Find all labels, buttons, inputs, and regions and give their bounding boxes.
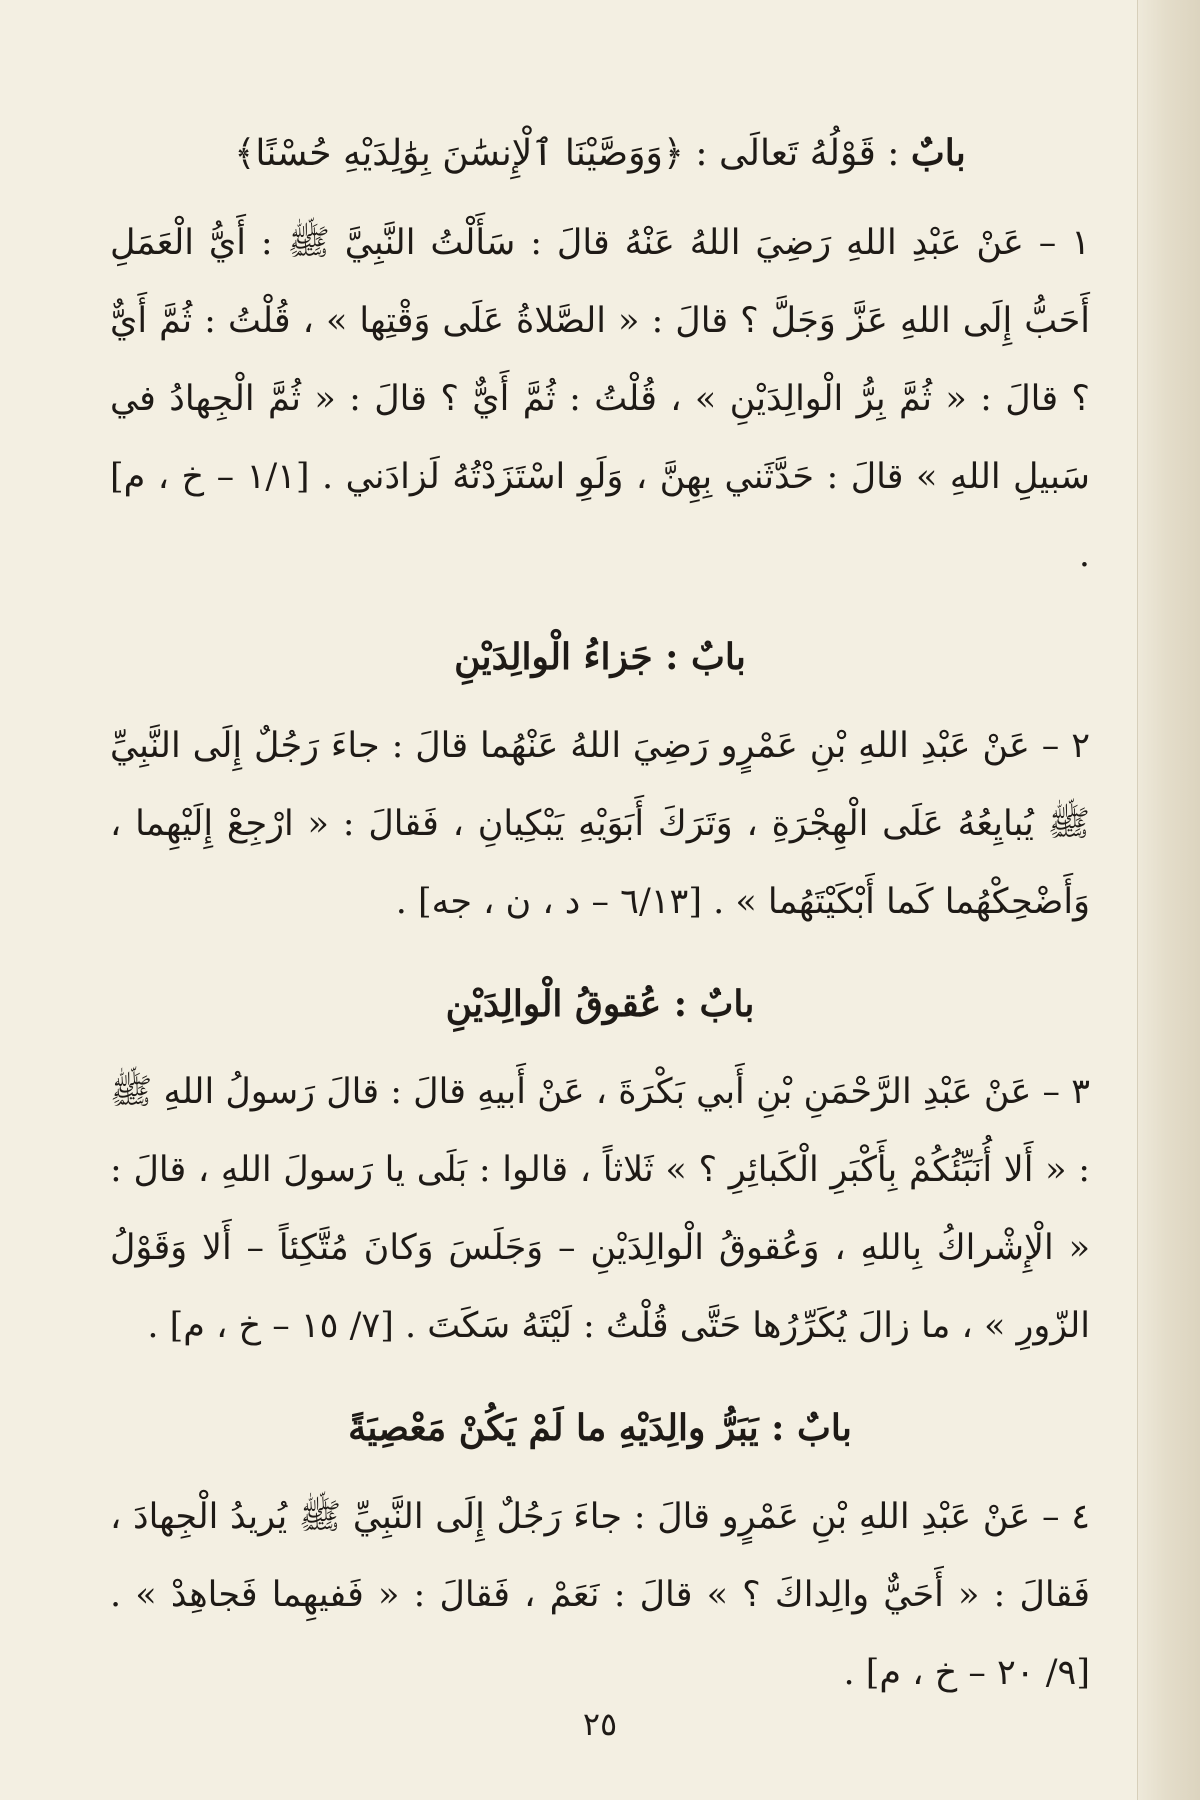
page-content (110, 110, 1090, 1742)
bab-label: بابٌ (699, 982, 755, 1025)
heading-text: : جَزاءُ الْوالِدَيْنِ (454, 635, 691, 678)
page-edge (1137, 0, 1200, 1800)
hadith-1: ١ – عَنْ عَبْدِ اللهِ رَضِيَ اللهُ عَنْهُ قالَ : سَأَلْتُ النَّبِيَّ ﷺ : أَيُّ الْعَمَلِ أَحَبُّ إِلَى اللهِ عَزَّ وَجَلَّ ؟ قالَ : « الصَّلاةُ عَلَى وَقْتِها » ، قُلْتُ : ثُمَّ أَيٌّ ؟ قالَ : « ثُمَّ بِرُّ الْوالِدَيْنِ » ، قُلْتُ : ثُمَّ أَيٌّ ؟ قالَ : « ثُمَّ الْجِهادُ في سَبيلِ اللهِ » قالَ : حَدَّثَني بِهِنَّ ، وَلَوِ اسْتَزَدْتُهُ لَزادَني . [١/١ – خ ، م] . (110, 222, 1091, 575)
heading-text: : قَوْلُهُ تَعالَى : ﴿وَوَصَّيْنَا ٱلْإِنسَٰنَ بِوَٰلِدَيْهِ حُسْنًا﴾ (234, 133, 911, 174)
section-heading-4 (110, 1405, 1090, 1452)
heading-text: : عُقوقُ الْوالِدَيْنِ (445, 982, 700, 1025)
hadith-4: ٤ – عَنْ عَبْدِ اللهِ بْنِ عَمْرٍو قالَ : جاءَ رَجُلٌ إِلَى النَّبِيِّ ﷺ يُريدُ الْجِهادَ ، فَقالَ : « أَحَيٌّ والِداكَ ؟ » قالَ : نَعَمْ ، فَقالَ : « فَفيهِما فَجاهِدْ » . [٩/ ٢٠ – خ ، م] . (110, 1497, 1090, 1694)
section-heading-3 (110, 981, 1090, 1028)
section-heading-1 (110, 130, 1090, 178)
hadith-2: ٢ – عَنْ عَبْدِ اللهِ بْنِ عَمْرٍو رَضِيَ اللهُ عَنْهُما قالَ : جاءَ رَجُلٌ إِلَى النَّبِيِّ ﷺ يُبايِعُهُ عَلَى الْهِجْرَةِ ، وَتَرَكَ أَبَوَيْهِ يَبْكِيانِ ، فَقالَ : « ارْجِعْ إِلَيْهِما ، وَأَضْحِكْهُما كَما أَبْكَيْتَهُما » . [٦/١٣ – د ، ن ، جه] . (110, 725, 1090, 922)
hadith-3: ٣ – عَنْ عَبْدِ الرَّحْمَنِ بْنِ أَبي بَكْرَةَ ، عَنْ أَبيهِ قالَ : قالَ رَسولُ اللهِ ﷺ : « أَلا أُنَبِّئُكُمْ بِأَكْبَرِ الْكَبائِرِ ؟ » ثَلاثاً ، قالوا : بَلَى يا رَسولَ اللهِ ، قالَ : « الْإِشْراكُ بِاللهِ ، وَعُقوقُ الْوالِدَيْنِ – وَجَلَسَ وَكانَ مُتَّكِئاً – أَلا وَقَوْلُ الزّورِ » ، ما زالَ يُكَرِّرُها حَتَّى قُلْتُ : لَيْتَهُ سَكَتَ . [٧/ ١٥ – خ ، م] . (110, 1072, 1090, 1347)
bab-label: بابٌ (910, 132, 966, 174)
bab-label: بابٌ (690, 635, 746, 678)
bab-label: بابٌ (796, 1407, 852, 1450)
section-heading-2 (110, 634, 1090, 681)
page-number: ٢٥ (582, 1705, 618, 1743)
heading-text: : يَبَرُّ والِدَيْهِ ما لَمْ يَكُنْ مَعْصِيَةً (348, 1407, 797, 1450)
